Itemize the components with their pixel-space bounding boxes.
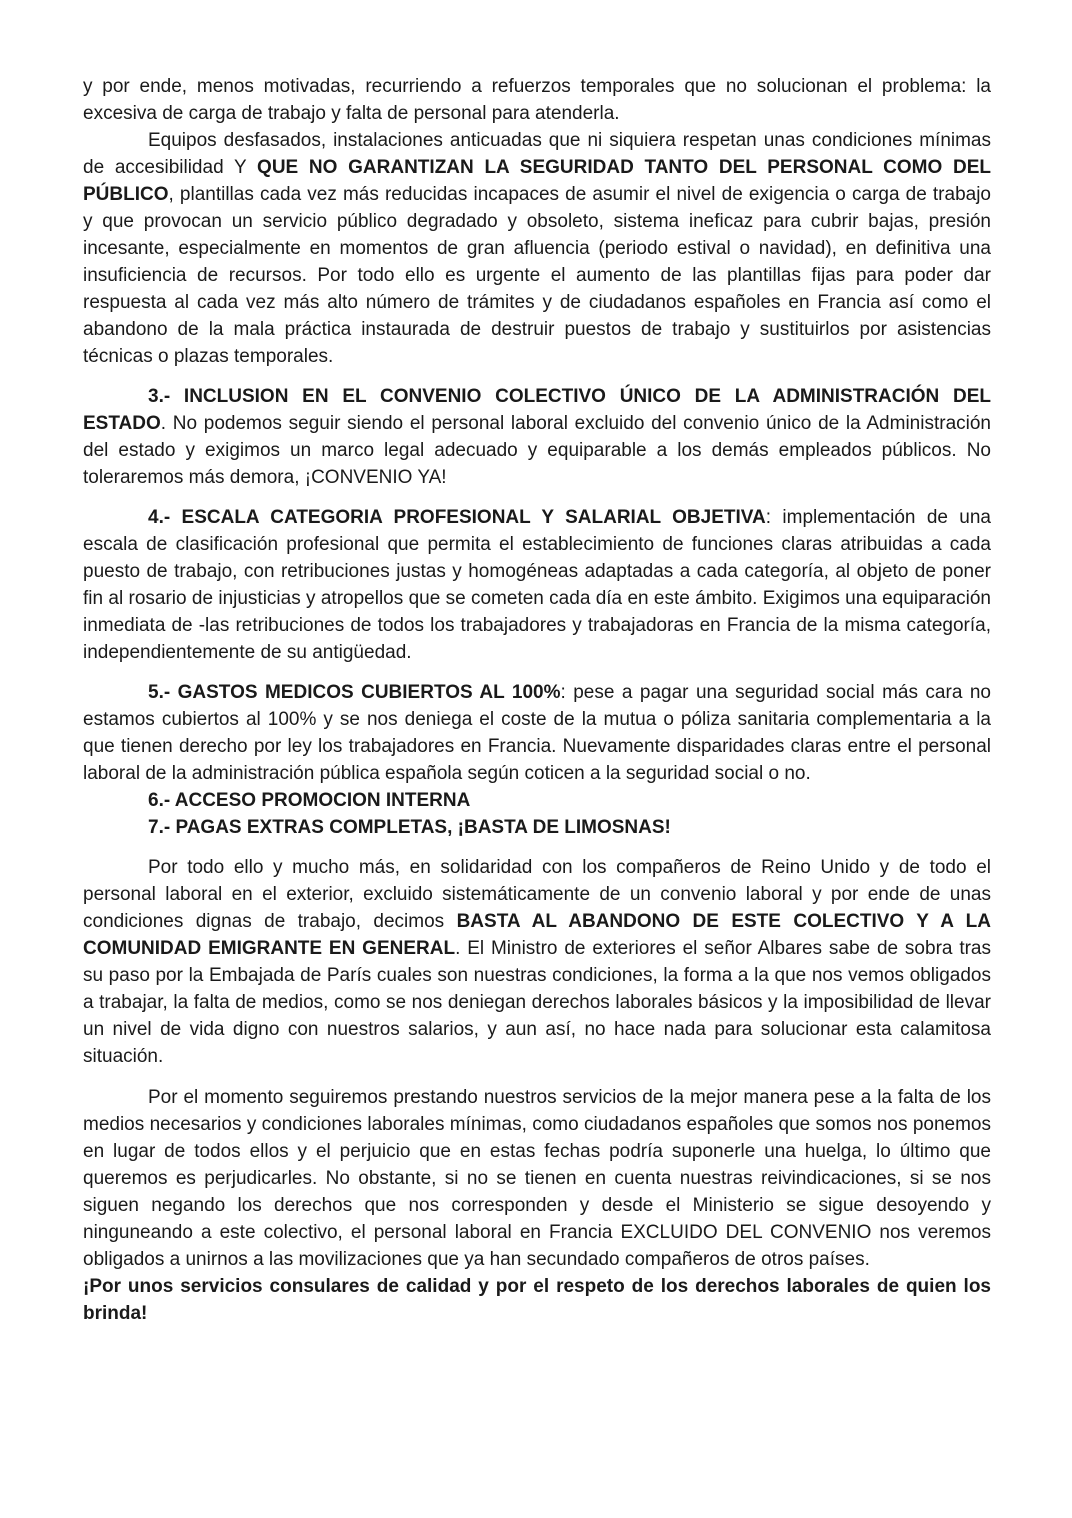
paragraph-solidarity-text-a: Por todo ello y mucho más, en solidaridad con los compañeros de Reino Unido y de todo el personal laboral en el exterior, excluido sistemáticamente de un convenio laboral y por ende de unas condiciones dignas de trabajo, decimos — [83, 857, 991, 932]
paragraph-resources-text-b: , plantillas cada vez más reducidas incapaces de asumir el nivel de exigencia o carga de trabajo y que provocan un servicio público degradado y obsoleto, sistema ineficaz para cubrir bajas, presión incesante, especialmente en momentos de gran afluencia (periodo estival o navidad), en definitiva una insuficiencia de recursos. Por todo ello es urgente el aumento de las plantillas fijas para poder dar respuesta al cada vez más alto número de trámites y de ciudadanos españoles en Francia así como el abandono de la mala práctica instaurada de destruir puestos de trabajo y sustituirlos por asistencias técnicas o plazas temporales. — [83, 184, 991, 367]
point-6-heading: 6.- ACCESO PROMOCION INTERNA — [148, 790, 471, 811]
paragraph-solidarity-bold: BASTA AL ABANDONO DE ESTE COLECTIVO Y A LA COMUNIDAD EMIGRANTE EN GENERAL — [83, 911, 992, 959]
point-4 — [83, 504, 991, 666]
paragraph-solidarity — [83, 854, 991, 1070]
point-3-body: . No podemos seguir siendo el personal laboral excluido del convenio único de la Administración del estado y exigimos un marco legal adecuado y equiparable a los demás empleados públicos. No toleraremos más demora, ¡CONVENIO YA! — [83, 413, 991, 488]
paragraph-warning: Por el momento seguiremos prestando nuestros servicios de la mejor manera pese a la falta de los medios necesarios y condiciones laborales mínimas, como ciudadanos españoles que somos nos ponemos en lugar de todos ellos y el perjuicio que en estas fechas podría suponerle una huelga, lo último que queremos es perjudicarles. No obstante, si no se tienen en cuenta nuestras reivindicaciones, si se nos siguen negando los derechos que nos corresponden y desde el Ministerio se sigue desoyendo y ninguneando a este colectivo, el personal laboral en Francia EXCLUIDO DEL CONVENIO nos veremos obligados a unirnos a las movilizaciones que ya han secundado compañeros de otros países. — [83, 1087, 991, 1270]
paragraph-resources-text-a: Equipos desfasados, instalaciones anticuadas que ni siquiera respetan unas condiciones mínimas de accesibilidad Y — [83, 130, 991, 178]
paragraph-resources — [83, 127, 991, 370]
paragraph-resources-bold: QUE NO GARANTIZAN LA SEGURIDAD TANTO DEL PERSONAL COMO DEL PÚBLICO — [83, 157, 992, 205]
document-page — [83, 73, 991, 1327]
paragraph-intro-continuation: y por ende, menos motivadas, recurriendo a refuerzos temporales que no solucionan el problema: la excesiva de carga de trabajo y falta de personal para atenderla. — [83, 76, 991, 124]
point-3 — [83, 383, 991, 491]
closing-slogan: ¡Por unos servicios consulares de calidad y por el respeto de los derechos laborales de quien los brinda! — [83, 1276, 991, 1324]
point-5 — [83, 679, 991, 787]
point-5-heading: 5.- GASTOS MEDICOS CUBIERTOS AL 100% — [148, 682, 561, 703]
point-4-heading: 4.- ESCALA CATEGORIA PROFESIONAL Y SALARIAL OBJETIVA — [148, 507, 766, 528]
point-5-body: : pese a pagar una seguridad social más cara no estamos cubiertos al 100% y se nos deniega el coste de la mutua o póliza sanitaria complementaria a la que tienen derecho por ley los trabajadores en Francia. Nuevamente disparidades claras entre el personal laboral de la administración pública española según coticen a la seguridad social o no. — [83, 682, 991, 784]
point-3-heading: 3.- INCLUSION EN EL CONVENIO COLECTIVO ÚNICO DE LA ADMINISTRACIÓN DEL ESTADO — [83, 386, 991, 434]
paragraph-solidarity-text-b: . El Ministro de exteriores el señor Albares sabe de sobra tras su paso por la Embajada de París cuales son nuestras condiciones, la forma a la que nos vemos obligados a trabajar, la falta de medios, como se nos deniegan derechos laborales básicos y la imposibilidad de llevar un nivel de vida digno con nuestros salarios, y aun así, no hace nada para solucionar esta calamitosa situación. — [83, 938, 991, 1067]
point-4-body: : implementación de una escala de clasificación profesional que permita el establecimiento de funciones claras atribuidas a cada puesto de trabajo, con retribuciones justas y homogéneas adaptadas a cada categoría, al objeto de poner fin al rosario de injusticias y atropellos que se cometen cada día en este ámbito. Exigimos una equiparación inmediata de -las retribuciones de todos los trabajadores y trabajadoras en Francia de la misma categoría, independientemente de su antigüedad. — [83, 507, 991, 663]
point-7-heading: 7.- PAGAS EXTRAS COMPLETAS, ¡BASTA DE LIMOSNAS! — [148, 817, 671, 838]
